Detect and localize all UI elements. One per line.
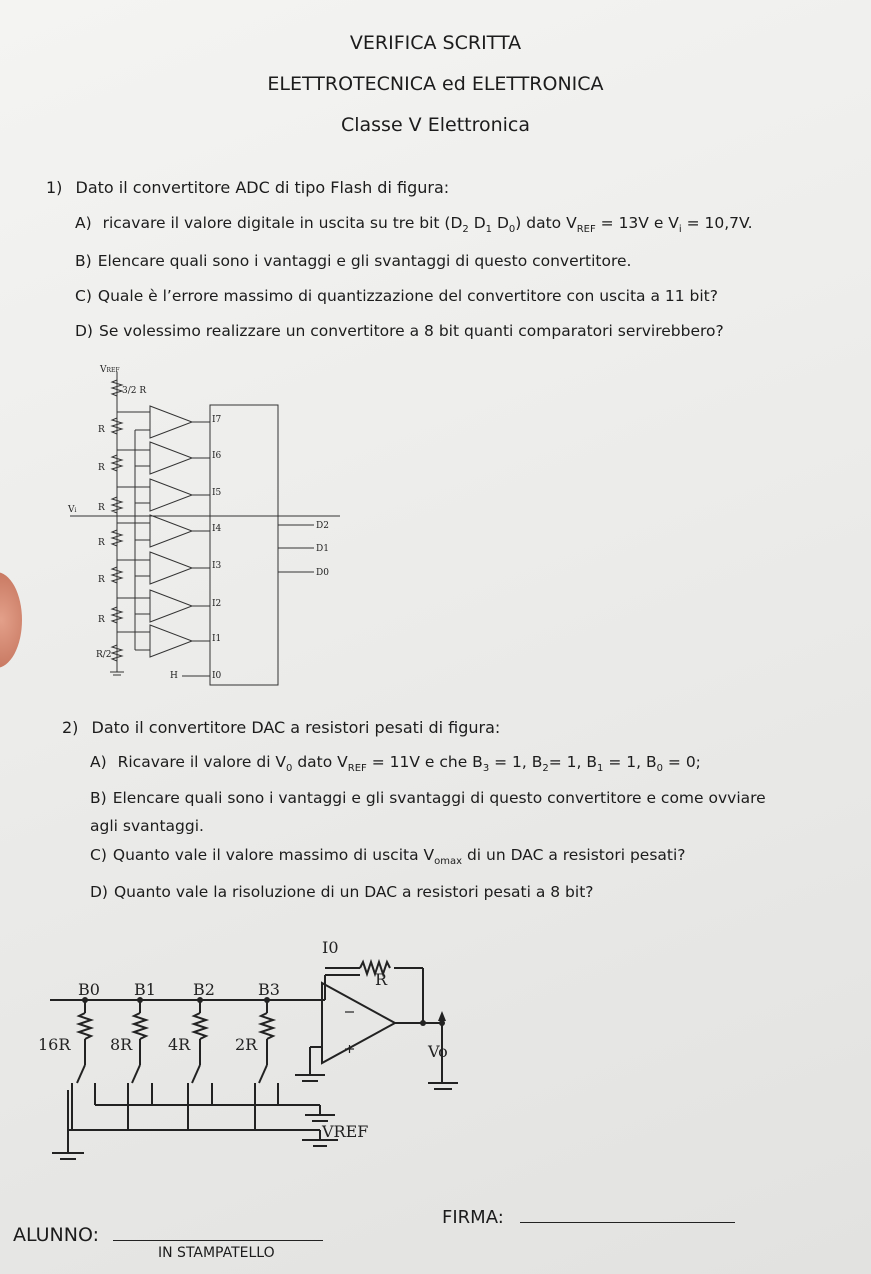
adc-r1: 3/2 R [122,386,147,396]
dac-feedback-r: R [375,970,388,989]
adc-r4: R [98,503,105,513]
dac-r-4r: 4R [168,1035,191,1054]
q2-item-c: C) Quanto vale il valore massimo di uscita $V_{omax}$ di un DAC a resistori pesati? [90,846,686,868]
dac-current-i0: I0 [322,938,339,957]
adc-h-label: H [170,671,178,681]
adc-flash-diagram [60,360,360,700]
adc-r3: R [98,463,105,473]
finger-thumb [0,572,22,668]
page-title: VERIFICA SCRITTA [349,32,522,54]
q1-heading [46,178,449,197]
dac-output-vo: Vo [428,1042,448,1061]
dac-bit-b1: B1 [134,980,156,999]
adc-in-0: I0 [212,671,222,681]
q2-text: Dato il convertitore DAC a resistori pesati di figura: [91,718,501,737]
adc-out-d1: D1 [316,544,329,554]
adc-in-4: I4 [212,524,222,534]
dac-vref: VREF [322,1122,369,1141]
dac-r-16r: 16R [38,1035,71,1054]
q1-item-c: C) Quale è l’errore massimo di quantizzazione del convertitore con uscita a 11 bit? [75,287,718,305]
q1-item-a: A) ricavare il valore digitale in uscita su tre bit ($D_2$ $D_1$ $D_0$) dato $V_{REF} = 13V$ e $V_i = 10,7V$. [75,214,753,236]
adc-vi-label: V [68,505,75,515]
student-hint: IN STAMPATELLO [158,1245,275,1261]
adc-r6: R [98,575,105,585]
signature-label: FIRMA: [442,1207,504,1228]
subject-title: ELETTROTECNICA ed ELETTRONICA [267,73,604,95]
adc-out-d2: D2 [316,521,329,531]
adc-in-2: I2 [212,599,222,609]
student-name-line[interactable] [113,1240,323,1241]
q1-text: Dato il convertitore ADC di tipo Flash di figura: [75,178,450,197]
adc-r5: R [98,538,105,548]
adc-r8: R/2 [96,650,112,660]
adc-in-7: I7 [212,415,222,425]
adc-r2: R [98,425,105,435]
q2-number: 2) [62,718,79,737]
q2-item-d: D) Quanto vale la risoluzione di un DAC a resistori pesati a 8 bit? [90,883,594,901]
student-label: ALUNNO: [13,1224,99,1246]
adc-r7: R [98,615,105,625]
dac-r-2r: 2R [235,1035,258,1054]
q2-item-a: A) Ricavare il valore di $V_0$ dato $V_{REF} = 11V$ e che $B_3 = 1$, $B_2= 1$, $B_1 = 1$, $B_0 = 0$; [90,753,701,775]
q2-item-b: B) Elencare quali sono i vantaggi e gli svantaggi di questo convertitore e come ovviare agli svantaggi. [90,789,766,835]
q1-item-d: D) Se volessimo realizzare un convertitore a 8 bit quanti comparatori servirebbero? [75,322,724,340]
q2-heading [62,718,500,737]
adc-out-d0: D0 [316,568,329,578]
adc-in-6: I6 [212,451,222,461]
adc-in-1: I1 [212,634,222,644]
dac-bit-b3: B3 [258,980,280,999]
dac-bit-b2: B2 [193,980,215,999]
svg-text:VREF: VREF [100,365,120,375]
signature-field [442,1207,735,1228]
svg-text:Vi: Vi [68,505,77,515]
q1-item-b: B) Elencare quali sono i vantaggi e gli svantaggi di questo convertitore. [75,252,632,270]
signature-line[interactable] [520,1222,735,1223]
class-title: Classe V Elettronica [340,114,531,136]
adc-in-5: I5 [212,488,222,498]
dac-bit-b0: B0 [78,980,100,999]
adc-in-3: I3 [212,561,222,571]
student-field [13,1224,323,1246]
dac-weighted-diagram [30,925,480,1170]
dac-r-8r: 8R [110,1035,133,1054]
q1-number: 1) [46,178,63,197]
adc-vref-label: V [100,365,107,375]
